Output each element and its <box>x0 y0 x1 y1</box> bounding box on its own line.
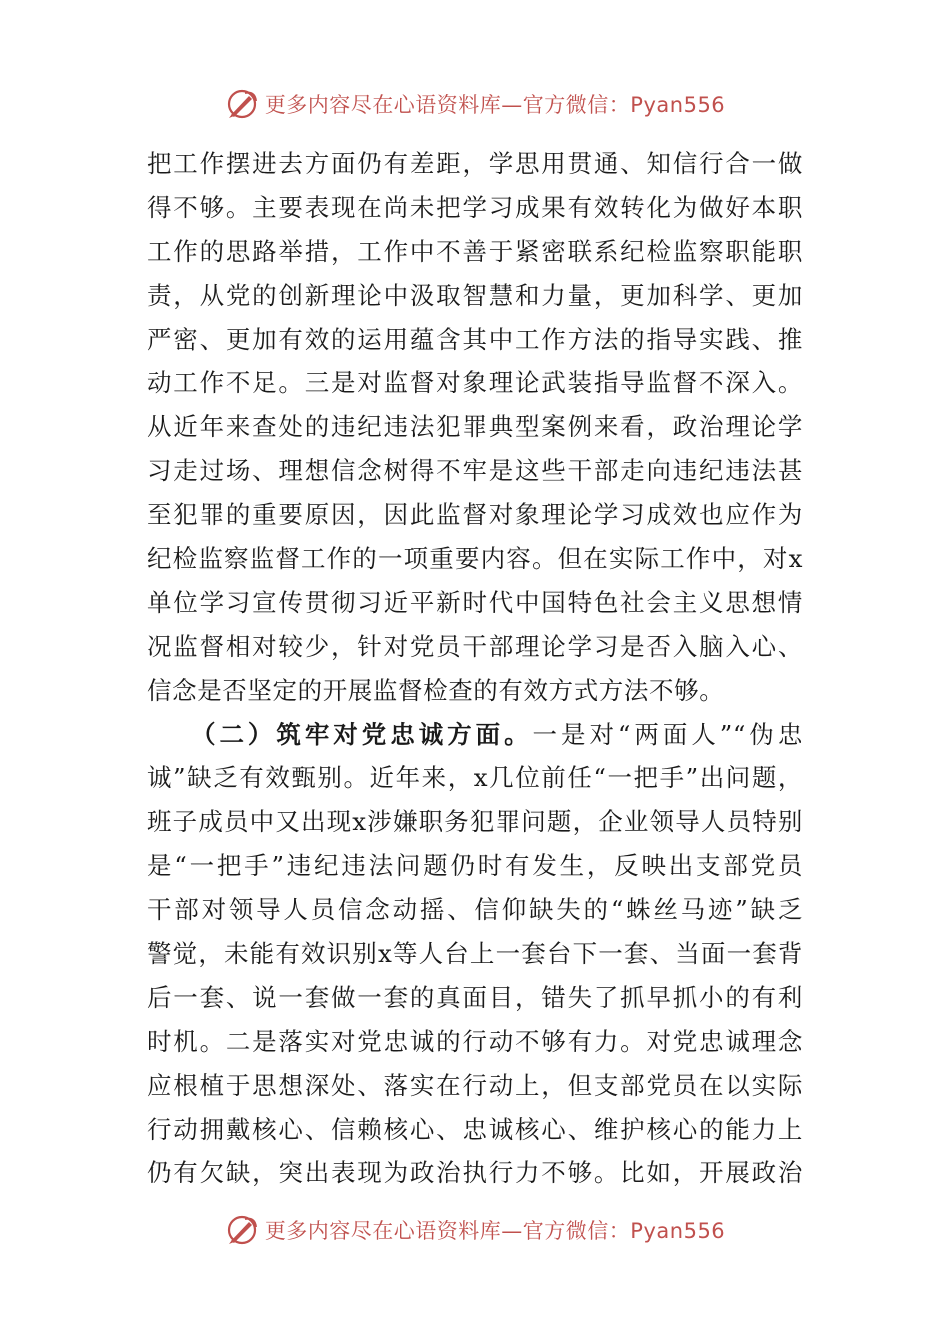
text-line: 后一套、说一套做一套的真面目，错失了抓早抓小的有利 <box>147 982 803 1012</box>
footer-watermark-banner <box>0 1210 950 1250</box>
section-first-line-text: 一是对“两面人”“伪忠 <box>532 719 803 749</box>
section-first-line <box>147 713 803 757</box>
text-line: 工作的思路举措，工作中不善于紧密联系纪检监察职能职 <box>147 236 803 266</box>
text-line: 警觉，未能有效识别x等人台上一套台下一套、当面一套背 <box>147 939 803 969</box>
text-line: 诚”缺乏有效甄别。近年来，x几位前任“一把手”出问题， <box>147 763 803 793</box>
text-line: 习走过场、理想信念树得不牢是这些干部走向违纪违法甚 <box>147 456 803 486</box>
banner-text: 更多内容尽在心语资料库—官方微信：Pyan556 <box>264 93 726 117</box>
text-line: 时机。二是落实对党忠诚的行动不够有力。对党忠诚理念 <box>147 1026 803 1056</box>
header-watermark-banner <box>0 84 950 124</box>
text-line: 得不够。主要表现在尚未把学习成果有效转化为做好本职 <box>147 192 803 222</box>
pen-logo-icon <box>225 87 259 121</box>
text-line: 仍有欠缺，突出表现为政治执行力不够。比如，开展政治 <box>147 1158 803 1188</box>
text-line: 干部对领导人员信念动摇、信仰缺失的“蛛丝马迹”缺乏 <box>147 895 803 925</box>
text-line: 从近年来查处的违纪违法犯罪典型案例来看，政治理论学 <box>147 412 803 442</box>
pen-logo-icon <box>225 1213 259 1247</box>
document-body <box>147 142 803 1195</box>
text-line: 纪检监察监督工作的一项重要内容。但在实际工作中，对x <box>147 544 803 574</box>
text-line: 责，从党的创新理论中汲取智慧和力量，更加科学、更加 <box>147 280 803 310</box>
text-line: 单位学习宣传贯彻习近平新时代中国特色社会主义思想情 <box>147 587 803 617</box>
text-line: 是“一把手”违纪违法问题仍时有发生，反映出支部党员 <box>147 851 803 881</box>
text-line: 动工作不足。三是对监督对象理论武装指导监督不深入。 <box>147 368 803 398</box>
text-line: 班子成员中又出现x涉嫌职务犯罪问题，企业领导人员特别 <box>147 807 803 837</box>
text-line: 至犯罪的重要原因，因此监督对象理论学习成效也应作为 <box>147 500 803 530</box>
text-line: 严密、更加有效的运用蕴含其中工作方法的指导实践、推 <box>147 324 803 354</box>
text-line: 把工作摆进去方面仍有差距，学思用贯通、知信行合一做 <box>147 149 803 178</box>
banner-text: 更多内容尽在心语资料库—官方微信：Pyan556 <box>264 1219 726 1243</box>
text-line: 况监督相对较少，针对党员干部理论学习是否入脑入心、 <box>147 631 803 661</box>
section-heading: （二）筑牢对党忠诚方面。 <box>191 719 533 749</box>
text-line: 信念是否坚定的开展监督检查的有效方式方法不够。 <box>147 675 725 705</box>
text-line: 行动拥戴核心、信赖核心、忠诚核心、维护核心的能力上 <box>147 1114 803 1144</box>
text-line: 应根植于思想深处、落实在行动上，但支部党员在以实际 <box>147 1070 803 1100</box>
